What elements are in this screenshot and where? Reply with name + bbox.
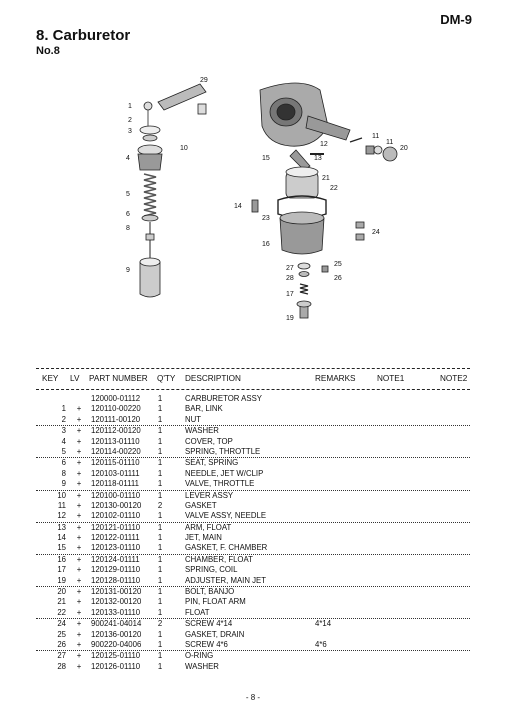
table-row: [36, 597, 470, 607]
table-row: [36, 511, 470, 522]
table-row: [36, 458, 470, 468]
diagram-label: 2: [128, 117, 132, 124]
cell-key: 8: [61, 468, 66, 478]
cell-qty: 1: [157, 404, 163, 414]
table-row: [36, 608, 470, 619]
cell-key: 12: [57, 511, 66, 521]
cell-qty: 1: [157, 565, 163, 575]
cell-lv: +: [76, 607, 82, 617]
col-lv: LV: [70, 374, 80, 383]
diagram-label: 6: [126, 211, 130, 218]
table-row: [36, 491, 470, 501]
cell-part-number: 120126-01110: [91, 661, 141, 671]
table-row: [36, 469, 470, 479]
cell-qty: 1: [157, 490, 163, 500]
cell-lv: +: [76, 468, 82, 478]
cell-qty: 1: [157, 651, 163, 661]
parts-table: [36, 394, 470, 672]
table-row: [36, 565, 470, 575]
col-key: KEY: [42, 374, 59, 383]
cell-part-number: 120121-01110: [91, 522, 141, 532]
cell-part-number: 120125-01110: [91, 651, 141, 661]
cell-lv: +: [76, 414, 82, 424]
cell-description: VALVE ASSY, NEEDLE: [185, 511, 267, 521]
cell-part-number: 120136-00120: [91, 629, 142, 639]
cell-part-number: 120000-01112: [91, 394, 141, 403]
cell-part-number: 120102-01110: [91, 511, 141, 521]
cell-description: ARM, FLOAT: [185, 522, 232, 532]
cell-qty: 1: [157, 414, 163, 424]
cell-remarks: 4*6: [315, 639, 327, 649]
table-row: [36, 587, 470, 597]
diagram-label: 29: [200, 77, 208, 84]
cell-key: 14: [57, 533, 66, 543]
diagram-label: 22: [330, 185, 338, 192]
cell-qty: 1: [157, 607, 163, 617]
cell-qty: 1: [157, 554, 163, 564]
cell-qty: 1: [157, 446, 163, 456]
cell-qty: 1: [157, 458, 163, 468]
diagram-label: 17: [286, 291, 294, 298]
cell-qty: 1: [157, 661, 163, 671]
cell-lv: +: [76, 554, 82, 564]
cell-part-number: 900220-04006: [91, 639, 142, 649]
diagram-label: 14: [234, 203, 242, 210]
diagram-label: 21: [322, 175, 330, 182]
table-top-rule: [36, 368, 470, 369]
cell-qty: 1: [157, 543, 163, 553]
cell-lv: +: [76, 651, 82, 661]
table-row: [36, 501, 470, 511]
cell-description: BOLT, BANJO: [185, 587, 235, 597]
cell-part-number: 120133-01110: [91, 607, 141, 617]
cell-description: SPRING, COIL: [185, 565, 238, 575]
cell-description: CHAMBER, FLOAT: [185, 554, 253, 564]
cell-part-number: 120131-00120: [91, 587, 142, 597]
table-row: [36, 630, 470, 640]
cell-key: 11: [57, 500, 66, 510]
cell-qty: 1: [157, 533, 163, 543]
diagram-label: 11: [372, 133, 380, 140]
cell-description: SPRING, THROTTLE: [185, 446, 261, 456]
cell-description: VALVE, THROTTLE: [185, 479, 255, 489]
table-row: [36, 662, 470, 672]
cell-lv: +: [76, 597, 82, 607]
col-part-number: PART NUMBER: [89, 374, 148, 383]
cell-qty: 2: [157, 500, 163, 510]
diagram-label: 4: [126, 155, 130, 162]
diagram-label: 28: [286, 275, 294, 282]
diagram-label: 20: [400, 145, 408, 152]
page-number: - 8 -: [245, 693, 261, 702]
cell-description: SCREW 4*14: [185, 619, 233, 629]
cell-key: 10: [57, 490, 66, 500]
cell-lv: +: [76, 629, 82, 639]
cell-key: 2: [61, 414, 66, 424]
table-row: [36, 394, 470, 404]
diagram-label: 24: [372, 229, 380, 236]
cell-part-number: 120129-01110: [91, 565, 141, 575]
cell-key: 27: [57, 651, 66, 661]
cell-part-number: 120112-00120: [91, 426, 141, 436]
cell-description: ADJUSTER, MAIN JET: [185, 575, 267, 585]
table-row: [36, 576, 470, 587]
cell-lv: +: [76, 490, 82, 500]
table-row: [36, 447, 470, 458]
cell-key: 13: [57, 522, 66, 532]
cell-key: 15: [57, 543, 66, 553]
diagram-label: 23: [262, 215, 270, 222]
cell-part-number: 120122-01111: [91, 533, 140, 543]
cell-description: JET, MAIN: [185, 533, 222, 543]
cell-qty: 1: [157, 587, 163, 597]
diagram-label: 9: [126, 267, 130, 274]
diagram-label: 8: [126, 225, 130, 232]
cell-part-number: 120118-01111: [91, 479, 139, 489]
cell-qty: 1: [157, 479, 163, 489]
diagram-label: 5: [126, 191, 130, 198]
table-row: [36, 426, 470, 436]
diagram-label: 11: [386, 139, 394, 146]
cell-key: 17: [57, 565, 66, 575]
cell-qty: 1: [157, 436, 163, 446]
diagram-label: 19: [286, 315, 294, 322]
cell-description: COVER, TOP: [185, 436, 233, 446]
cell-lv: +: [76, 533, 82, 543]
cell-part-number: 120113-01110: [91, 436, 140, 446]
cell-part-number: 120103-01111: [91, 468, 140, 478]
table-row: [36, 404, 470, 414]
cell-lv: +: [76, 436, 82, 446]
cell-description: GASKET, DRAIN: [185, 629, 245, 639]
exploded-parts-diagram: [100, 70, 430, 330]
cell-lv: +: [76, 619, 82, 629]
diagram-label: 13: [314, 155, 322, 162]
cell-key: 19: [57, 575, 66, 585]
cell-qty: 1: [157, 511, 163, 521]
cell-description: GASKET: [185, 500, 217, 510]
page-code: DM-9: [440, 12, 472, 27]
cell-description: WASHER: [185, 426, 219, 436]
cell-part-number: 120123-01110: [91, 543, 141, 553]
cell-key: 28: [57, 661, 66, 671]
cell-part-number: 120128-01110: [91, 575, 141, 585]
cell-lv: +: [76, 426, 82, 436]
cell-key: 9: [61, 479, 66, 489]
cell-qty: 1: [157, 639, 163, 649]
cell-lv: +: [76, 575, 82, 585]
diagram-label: 16: [262, 241, 270, 248]
diagram-label: 27: [286, 265, 294, 272]
cell-qty: 1: [157, 468, 163, 478]
table-row: [36, 437, 470, 447]
cell-lv: +: [76, 543, 82, 553]
cell-lv: +: [76, 511, 82, 521]
table-row: [36, 555, 470, 565]
table-row: [36, 415, 470, 426]
col-remarks: REMARKS: [315, 374, 356, 383]
section-subtitle: No.8: [36, 45, 60, 57]
cell-part-number: 120132-00120: [91, 597, 142, 607]
cell-lv: +: [76, 446, 82, 456]
cell-description: FLOAT: [185, 607, 210, 617]
cell-key: 26: [57, 639, 66, 649]
cell-part-number: 120111-00120: [91, 414, 141, 424]
col-note2: NOTE2: [440, 374, 468, 383]
diagram-label: 25: [334, 261, 342, 268]
table-row: [36, 651, 470, 661]
cell-key: 1: [61, 404, 66, 414]
table-row: [36, 619, 470, 629]
cell-lv: +: [76, 404, 82, 414]
cell-key: 5: [61, 446, 66, 456]
table-row: [36, 523, 470, 533]
diagram-label: 3: [128, 128, 132, 135]
cell-key: 16: [57, 554, 66, 564]
table-header: [36, 374, 470, 387]
diagram-label: 1: [128, 103, 132, 110]
cell-lv: +: [76, 587, 82, 597]
cell-qty: 1: [157, 394, 163, 403]
cell-lv: +: [76, 565, 82, 575]
cell-part-number: 120100-01110: [91, 490, 141, 500]
cell-qty: 1: [157, 522, 163, 532]
col-note1: NOTE1: [377, 374, 405, 383]
cell-key: 6: [61, 458, 66, 468]
diagram-label: 15: [262, 155, 270, 162]
cell-lv: +: [76, 661, 82, 671]
cell-lv: +: [76, 479, 82, 489]
cell-description: WASHER: [185, 661, 219, 671]
cell-description: LEVER ASSY: [185, 490, 234, 500]
cell-part-number: 120124-01111: [91, 554, 140, 564]
cell-qty: 1: [157, 426, 163, 436]
cell-qty: 1: [157, 629, 163, 639]
cell-lv: +: [76, 500, 82, 510]
cell-part-number: 120114-00220: [91, 446, 141, 456]
diagram-label: 10: [180, 145, 188, 152]
cell-key: 3: [61, 426, 66, 436]
table-row: [36, 533, 470, 543]
cell-description: BAR, LINK: [185, 404, 223, 414]
table-row: [36, 640, 470, 651]
cell-description: GASKET, F. CHAMBER: [185, 543, 268, 553]
cell-lv: +: [76, 458, 82, 468]
cell-key: 4: [61, 436, 66, 446]
cell-key: 20: [57, 587, 66, 597]
section-title: 8. Carburetor: [36, 27, 131, 44]
table-header-rule: [36, 389, 470, 390]
cell-description: SCREW 4*6: [185, 639, 228, 649]
col-description: DESCRIPTION: [185, 374, 241, 383]
col-qty: Q'TY: [157, 374, 176, 383]
cell-description: PIN, FLOAT ARM: [185, 597, 246, 607]
diagram-label: 26: [334, 275, 342, 282]
cell-part-number: 120115-01110: [91, 458, 140, 468]
cell-key: 22: [57, 607, 66, 617]
cell-key: 21: [57, 597, 66, 607]
cell-qty: 1: [157, 575, 163, 585]
table-row: [36, 543, 470, 554]
diagram-label: 12: [320, 141, 328, 148]
cell-lv: +: [76, 522, 82, 532]
cell-lv: +: [76, 639, 82, 649]
cell-remarks: 4*14: [315, 619, 332, 629]
cell-description: NUT: [185, 414, 202, 424]
cell-qty: 1: [157, 597, 163, 607]
cell-qty: 2: [157, 619, 163, 629]
cell-key: 24: [57, 619, 66, 629]
cell-description: CARBURETOR ASSY: [185, 394, 262, 403]
cell-part-number: 120130-00120: [91, 500, 142, 510]
cell-part-number: 120110-00220: [91, 404, 141, 414]
cell-part-number: 900241-04014: [91, 619, 142, 629]
cell-key: 25: [57, 629, 66, 639]
cell-description: O-RING: [185, 651, 214, 661]
table-row: [36, 479, 470, 490]
cell-description: SEAT, SPRING: [185, 458, 239, 468]
cell-description: NEEDLE, JET W/CLIP: [185, 468, 264, 478]
